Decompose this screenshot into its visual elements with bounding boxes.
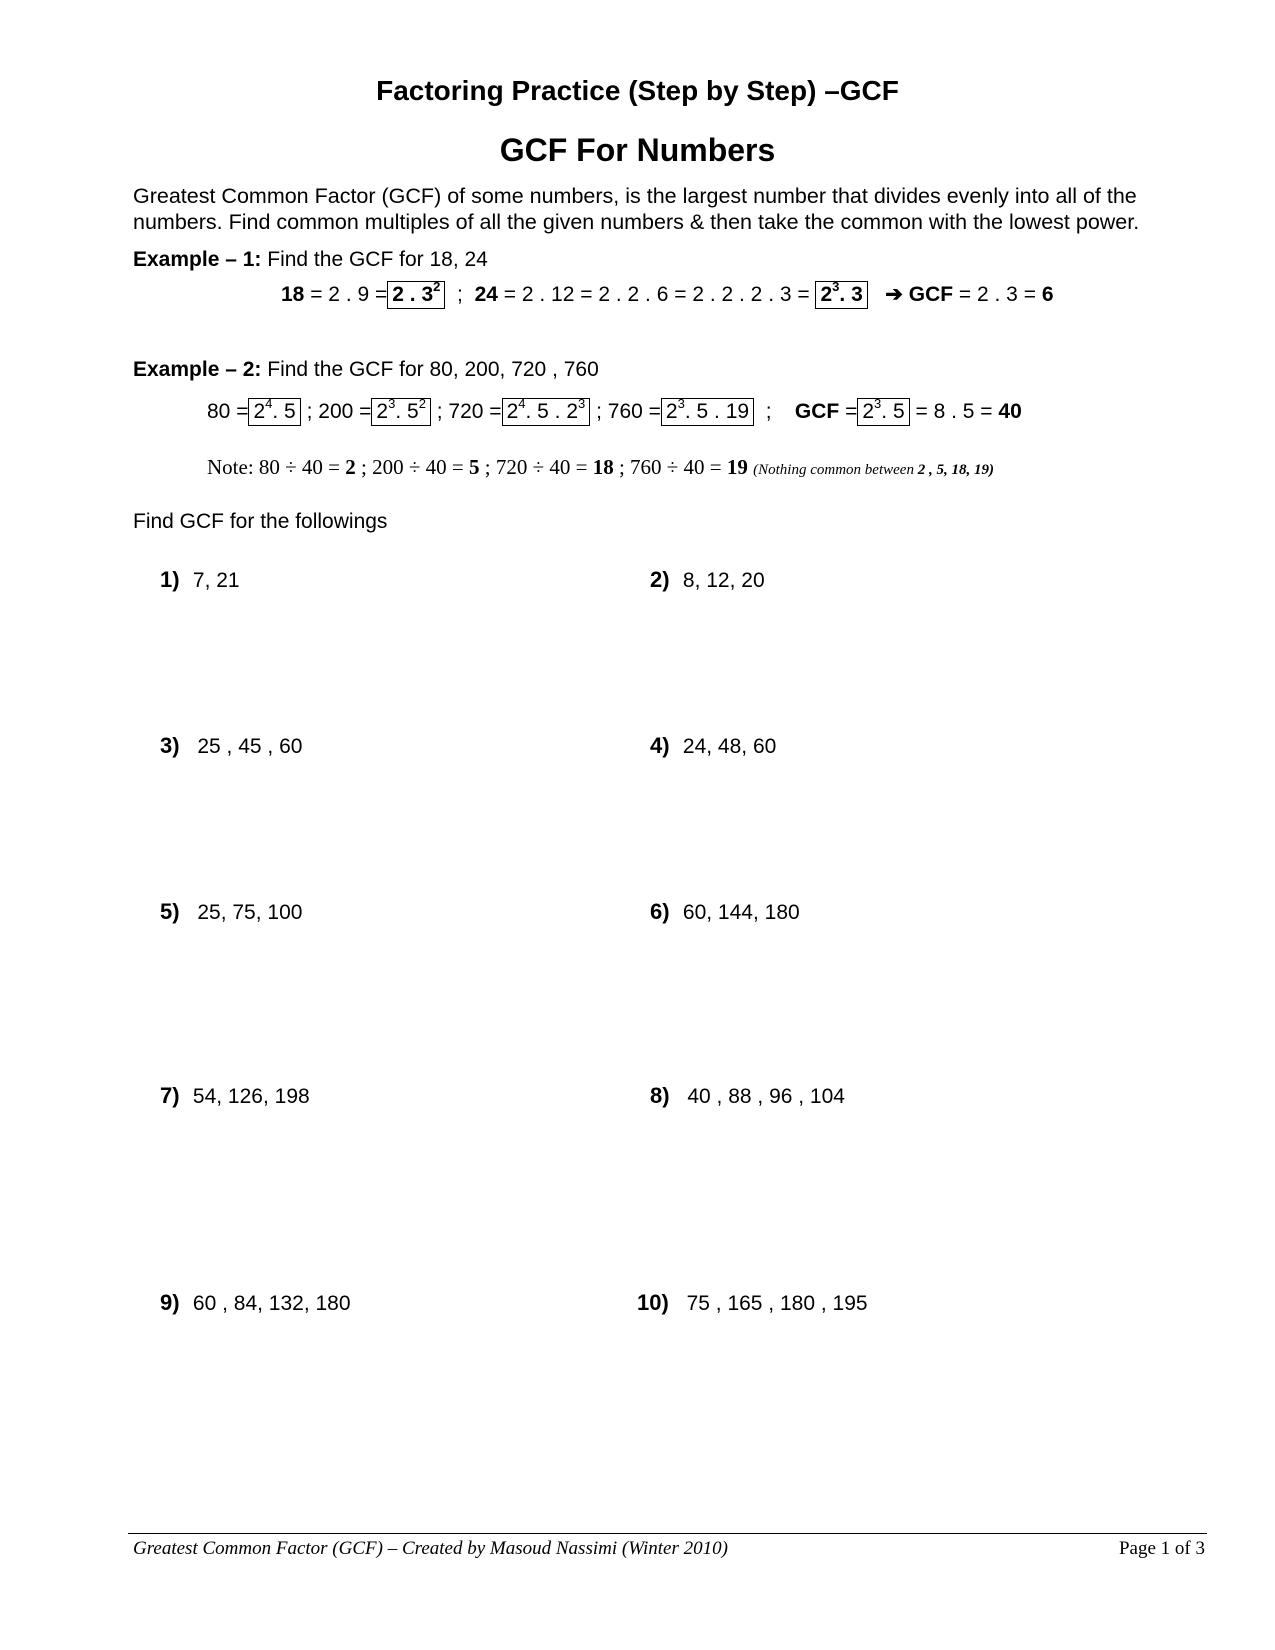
example1-work xyxy=(281,281,1054,309)
problem-1: 1) 7, 21 xyxy=(160,567,240,592)
example2-box-80: $2^4$. 5 xyxy=(248,398,300,426)
example2-gcf-label: GCF xyxy=(794,400,840,423)
example2-gcf-box: $2^3$. 5 xyxy=(857,398,909,426)
example2-box-200: $2^3$. $5^2$ xyxy=(371,398,431,426)
page-title: Factoring Practice (Step by Step) –GCF xyxy=(376,75,899,106)
problem-9: 9) 60 , 84, 132, 180 xyxy=(160,1290,351,1315)
example1-prompt: Find the GCF for 18, 24 xyxy=(267,248,488,271)
problem-4: 4) 24, 48, 60 xyxy=(650,733,777,758)
note-comment: (Nothing common between 2 , 5, 18, 19) xyxy=(753,462,994,478)
intro-paragraph: Greatest Common Factor (GCF) of some numbers, is the largest number that divides evenly into all of the numbers. Find common multiples of all the given numbers & then take the common with the lowest power. xyxy=(133,184,1140,234)
problem-2: 2) 8, 12, 20 xyxy=(650,567,765,592)
page-subtitle: GCF For Numbers xyxy=(499,132,776,168)
example2-gcf-result: 40 xyxy=(998,400,1022,423)
example1-gcf-steps: = 2 . 3 = xyxy=(958,283,1036,306)
problem-7: 7) 54, 126, 198 xyxy=(160,1083,310,1108)
example2-heading xyxy=(133,358,599,382)
note-line: Note: 80 ÷ 40 = 2 ; 200 ÷ 40 = 5 ; 720 ÷ 40 = 18 ; 760 ÷ 40 = 19 (Nothing common between 2 , 5, 18, 19) xyxy=(207,455,994,479)
example1-steps-24: = 2 . 12 = 2 . 2 . 6 = 2 . 2 . 2 . 3 = xyxy=(503,283,810,306)
example2-prompt: Find the GCF for 80, 200, 720 , 760 xyxy=(267,358,599,381)
example1-gcf-result: 6 xyxy=(1041,283,1054,306)
problem-8: 8) 40 , 88 , 96 , 104 xyxy=(650,1083,845,1108)
example2-work: $80 = 2^4$. 5 ; $200 = 2^3$. $5^2$ ; $720 = 2^4$. 5 . $2^3$ ; $760 = 2^3$. 5 . 19 ; GCF = $2^3$. 5 = 8 . 5 = 40 xyxy=(207,398,1022,426)
example1-gcf-label: GCF xyxy=(908,283,954,306)
problem-3: 3) 25 , 45 , 60 xyxy=(160,733,303,758)
exercises-heading: Find GCF for the followings xyxy=(133,510,388,533)
example2-label: Example – 2: xyxy=(133,358,262,381)
separator: ; xyxy=(457,283,463,306)
footer-credit: Greatest Common Factor (GCF) – Created by Masoud Nassimi (Winter 2010) xyxy=(133,1538,728,1559)
footer-divider xyxy=(128,1533,1207,1534)
problem-10: 10) 75 , 165 , 180 , 195 xyxy=(637,1290,868,1315)
example1-box-18: 2 . $3^2$ xyxy=(387,281,445,309)
arrow-icon: ➔ xyxy=(885,283,903,306)
example1-label: Example – 1: xyxy=(133,248,262,271)
problem-6: 6) 60, 144, 180 xyxy=(650,899,800,924)
example2-box-720: $2^4$. 5 . $2^3$ xyxy=(502,398,591,426)
problem-5: 5) 25, 75, 100 xyxy=(160,899,303,924)
example1-box-24: $2^3$. 3 xyxy=(815,281,867,309)
example1-number-18: 18 xyxy=(281,283,305,306)
example2-box-760: $2^3$. 5 . 19 xyxy=(661,398,754,426)
example1-heading xyxy=(133,248,488,272)
example1-steps-18: = 2 . 9 = xyxy=(310,283,388,306)
footer-page-number: Page 1 of 3 xyxy=(1118,1538,1205,1559)
example1-number-24: 24 xyxy=(474,283,498,306)
